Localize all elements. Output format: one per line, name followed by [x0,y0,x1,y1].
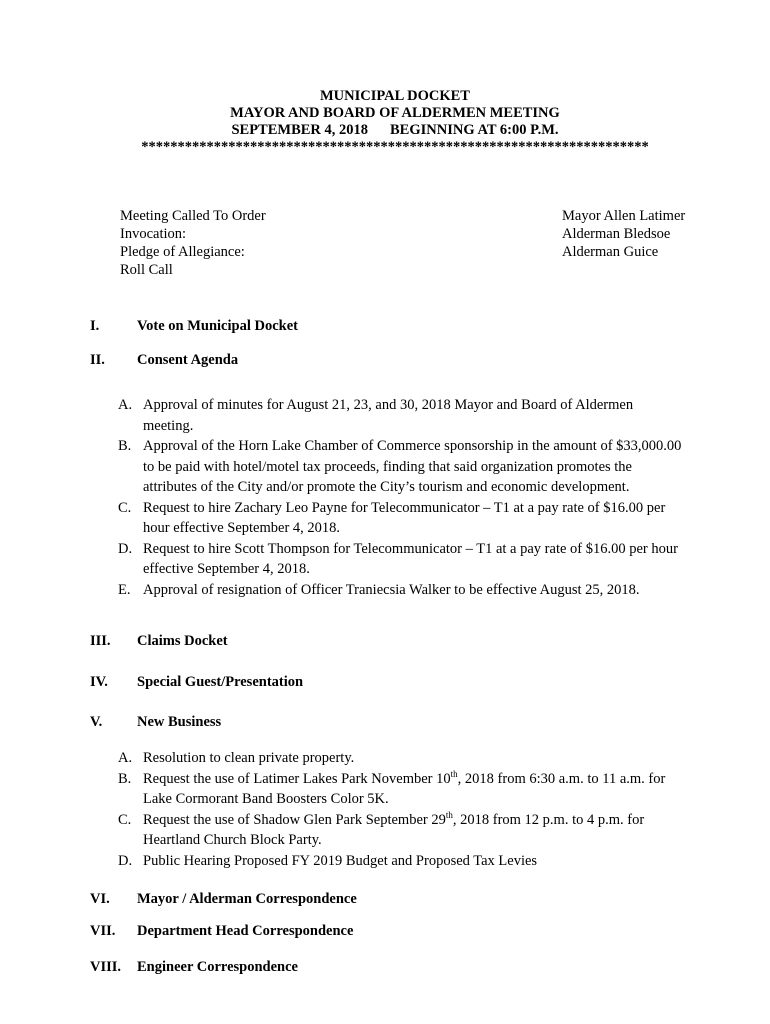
section-heading [90,923,353,940]
section-title: Vote on Municipal Docket [137,318,298,334]
item-letter: D. [118,540,133,557]
item-letter: C. [118,811,132,828]
section-heading [90,959,298,976]
section-heading [90,674,303,691]
section-title: Consent Agenda [137,352,239,368]
opening-item: Meeting Called To Order [120,208,266,224]
list-item [118,851,718,872]
opening-item: Roll Call [120,262,173,278]
consent-agenda-list [118,395,718,600]
section-title: Department Head Correspondence [137,923,354,939]
list-item [118,539,718,580]
item-letter: D. [118,852,133,869]
section-title: Special Guest/Presentation [137,674,304,690]
section-title: Mayor / Alderman Correspondence [137,891,357,907]
item-text: Request the use of Latimer Lakes Park November 10th, 2018 from 6:30 a.m. to 11 a.m. for [143,768,666,787]
item-text: attributes of the City and/or promote the City’s tourism and economic development. [143,479,630,495]
section-heading [90,352,238,369]
divider-stars: ********************************************************************** [141,139,649,155]
item-text: Request to hire Zachary Leo Payne for Telecommunicator – T1 at a pay rate of $16.00 per [143,499,666,516]
section-number: IV. [90,674,108,690]
list-item [118,436,718,498]
list-item [118,580,718,601]
list-item [118,810,718,851]
meeting-date: SEPTEMBER 4, 2018 [231,122,369,138]
section-heading [90,318,298,335]
item-letter: B. [118,770,132,787]
item-text: to be paid with hotel/motel tax proceeds, finding that said organization promotes the [143,458,632,475]
opening-officials [562,207,685,261]
section-number: I. [90,318,100,334]
official-name: Mayor Allen Latimer [562,208,686,224]
item-letter: A. [118,397,133,413]
header-title: MUNICIPAL DOCKET [320,88,470,104]
item-text: Approval of minutes for August 21, 23, and 30, 2018 Mayor and Board of Aldermen [143,397,634,413]
section-title: New Business [137,714,222,730]
official-name: Alderman Guice [562,244,659,260]
list-item [118,395,718,436]
list-item [118,498,718,539]
section-number: VIII. [90,959,122,975]
new-business-list [118,748,718,871]
item-text: effective September 4, 2018. [143,561,310,577]
section-heading [90,891,357,908]
item-text: Request the use of Shadow Glen Park September 29th, 2018 from 12 p.m. to 4 p.m. for [143,809,645,828]
opening-item: Pledge of Allegiance: [120,244,245,260]
item-letter: B. [118,438,132,454]
meeting-time: BEGINNING AT 6:00 P.M. [390,122,559,138]
section-number: VI. [90,891,110,907]
official-name: Alderman Bledsoe [562,226,671,242]
item-text: meeting. [143,417,194,434]
item-letter: E. [118,581,131,598]
header-subtitle: MAYOR AND BOARD OF ALDERMEN MEETING [230,105,560,121]
item-text: Heartland Church Block Party. [143,832,322,848]
section-title: Claims Docket [137,633,228,649]
section-title: Engineer Correspondence [137,959,298,975]
opening-item: Invocation: [120,226,187,242]
item-text: Request to hire Scott Thompson for Telecommunicator – T1 at a pay rate of $16.00 per hour [143,540,678,557]
header-date-line [0,122,770,139]
section-heading [90,633,228,650]
section-heading [90,714,221,731]
section-number: II. [90,352,105,368]
item-text: Public Hearing Proposed FY 2019 Budget and Proposed Tax Levies [143,852,538,869]
item-text: Lake Cormorant Band Boosters Color 5K. [143,791,389,807]
list-item [118,748,718,769]
opening-items [120,207,266,279]
item-text: Resolution to clean private property. [143,750,355,766]
item-text: hour effective September 4, 2018. [143,520,341,536]
section-number: III. [90,633,111,649]
list-item [118,769,718,810]
item-text: Approval of resignation of Officer Traniecsia Walker to be effective August 25, 2018. [143,581,640,598]
section-number: VII. [90,923,116,939]
item-letter: A. [118,750,133,766]
item-text: Approval of the Horn Lake Chamber of Commerce sponsorship in the amount of $33,000.00 [143,438,682,454]
docket-header [0,88,770,156]
section-number: V. [90,714,103,730]
item-letter: C. [118,499,132,516]
